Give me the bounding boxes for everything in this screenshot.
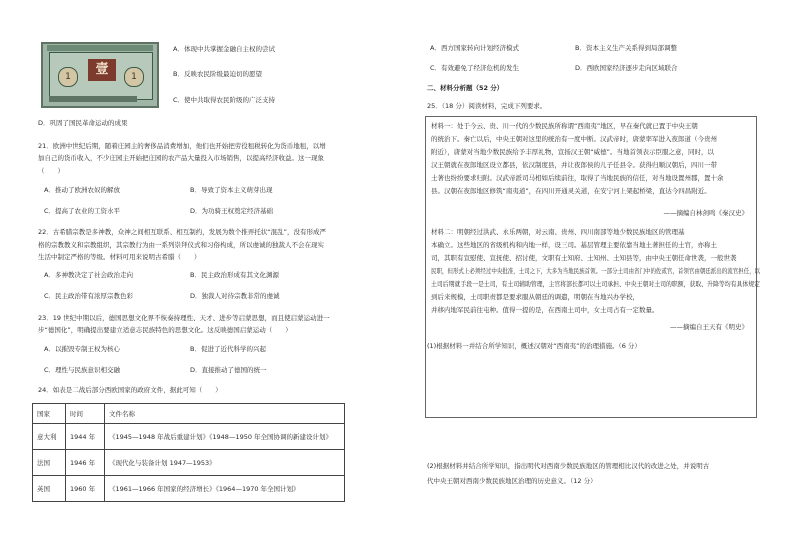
- q22-option-d: D．独裁人对待宗教非常的虔诚: [190, 292, 280, 300]
- q22-option-b: B．民主政治形成有其文化渊源: [190, 271, 279, 279]
- q25-part2-line2: 代中央王朝对西南少数民族地区治理的历史意义。（12 分）: [427, 477, 597, 485]
- q23-stem-line2: 步“德国化”，明确提出要建立适意志民族特色的思想文化。这反映德国启蒙运动（ ）: [38, 326, 292, 334]
- q22-option-c: C．民主政治带有浓厚宗教色彩: [44, 292, 134, 300]
- q20-option-b: B．反映农民阶级最迫切的愿望: [173, 70, 262, 78]
- q21-stem-line1: 21．欧洲中世纪后期，随着庄园主的奢侈品消费增加，他们也开始把劳役租税转化为货币地租，以增: [38, 142, 326, 150]
- table-row: [33, 476, 345, 502]
- q21-option-a: A．推动了欧洲农奴的解放: [44, 186, 120, 194]
- table-row: [33, 450, 345, 476]
- banknote-inner-frame: [49, 52, 153, 100]
- banknote-left-seal: 1: [58, 67, 78, 87]
- q24-option-b: B．资本主义生产关系得到局部调整: [575, 44, 677, 52]
- material1-line: 材料一：处于今云、贵、川一代的少数民族所称谓“西南夷”地区，早在秦代就已置于中央王朝: [431, 122, 698, 130]
- q25-part2-line1: (2)根据材料并结合所学知识，指出明代对西南少数民族地区的管理相比汉代的改进之处，并说明古: [427, 462, 710, 470]
- section-heading: 二、材料分析题（52 分）: [427, 84, 504, 92]
- q24-option-d: D．西欧国家经济逐步走向区域联合: [575, 64, 678, 72]
- material2-line: 本确立。这些地区的省级机构和内地一样，设三司。基层管理主要依靠当地土著担任的土官，亦称土: [431, 241, 717, 249]
- q21-option-c: C．提高了农业的工资水平: [44, 207, 121, 215]
- q21-stem-line2: 加自己的货币收入，不少庄园主开始把庄园的农产品大量投入市场销售，以提高经济收益。这一现象: [38, 154, 324, 162]
- material2-line: 并移内地军民前往屯种。值得一提的是，在西南土司中，女土司占有一定数量。: [431, 306, 659, 314]
- table-cell: 1946 年: [66, 450, 105, 476]
- material1-line: 的统治下。秦亡以后，中央王朝对这里的统治有一度中断。汉武帝时，唐蒙率军进入夜郎道（今贵州: [431, 135, 717, 143]
- table-cell: 意大利: [33, 424, 66, 450]
- banknote-center-character: 壹: [88, 59, 116, 81]
- table-cell: 1944 年: [66, 424, 105, 450]
- table-header-cell: 文件名称: [105, 404, 345, 424]
- material1-source: ——摘编自林剑鸣《秦汉史》: [663, 209, 748, 217]
- table-cell: 《1961—1966 年国家的经济增长》《1964—1970 年全国计划》: [105, 476, 345, 502]
- table-header-cell: 时间: [66, 404, 105, 424]
- table-header-cell: 国家: [33, 404, 66, 424]
- q24-option-a: A．西方国家转向计划经济模式: [430, 44, 519, 52]
- q22-option-a: A．多神教决定了社会政治走向: [44, 271, 133, 279]
- q24-stem: 24．如表是二战后部分西欧国家的政府文件，据此可知（ ）: [38, 386, 222, 394]
- table-cell: 英国: [33, 476, 66, 502]
- table-cell: 法国: [33, 450, 66, 476]
- banknote-bottom-strip: [49, 96, 137, 102]
- material1-line: 土著也纷纷要求归附。汉武帝派司马相如后续前往，取得了当地民族的信任，对当地设置州郡，置十余: [431, 174, 724, 182]
- material2-line: 民职，但形式上必须经过中央批准，土司之下，大多为当地民族首领。一部分土司由省门中的佐贰官，首领官由朝廷派出的流官担任，以: [431, 267, 761, 275]
- q22-stem-line1: 22．古希腊宗教是多神教，众神之间相互联系、相互制约，发展为数个推弄托状“混乱”，没有形成严: [38, 228, 327, 236]
- material2-line: 司，其职有宣慰使、宣抚使、招讨使，文职有土知府、土知州、土知县等，由中央王朝任命世袭，一般世袭: [431, 254, 737, 262]
- q25-intro: 25．（18 分）阅读材料，完成下列要求。: [427, 102, 547, 110]
- banknote-image: [41, 42, 159, 108]
- material1-line: 附近），唐蒙对当地少数民族给予丰厚礼物，宣扬汉王朝“威德”。当地首领表示臣服之意，同时，以: [431, 148, 714, 156]
- material1-line: 汉王朝就在夜郎地区设立都县，依汉制度县，并让夜郎侯的儿子任县令。获得归顺汉朝后，四川一带: [431, 161, 717, 169]
- q20-option-c: C．使中共取得农民阶级的广泛支持: [173, 96, 276, 104]
- q23-stem-line1: 23．19 世纪中期以后，德国思想文化界不恢奏持理性、天才、进步等启蒙思想，而且使启蒙运动进一: [38, 314, 330, 322]
- q21-option-b: B．导致了资本主义萌芽出现: [190, 186, 273, 194]
- material2-source: ——摘编自王天有《明史》: [670, 323, 748, 331]
- q23-option-b: B．促进了近代科学的兴起: [190, 345, 266, 353]
- q22-stem-line3: 生活中制定严格的等级。材料可用来说明古希腊（ ）: [38, 253, 201, 261]
- material1-line: 县。汉朝在夜郎地区修筑“南夷道”，在四川开通灵关道，在安宁河上架起桥梁，直达今四昌附近。: [431, 187, 711, 195]
- q24-option-c: C．有效避免了经济危机的发生: [430, 64, 520, 72]
- q23-option-c: C．理性与民族意识相交融: [44, 366, 121, 374]
- q23-option-a: A．以摧毁专制王权为核心: [44, 345, 120, 353]
- table-row: [33, 424, 345, 450]
- banknote-top-bar: [47, 45, 153, 51]
- material2-line: 到后来规模，土司职责都是要求服从朝廷的调遣，明朝在当地兴办学校，: [431, 293, 639, 301]
- table-cell: 《现代化与装备计划 1947—1953》: [105, 450, 345, 476]
- banknote-right-seal: 1: [124, 67, 144, 87]
- table-header-row: [33, 404, 345, 424]
- table-cell: 《1945—1948 年战后重建计划》《1948—1950 年全国协调的新建设计划》: [105, 424, 345, 450]
- q23-option-d: D．直接推动了德国的统一: [190, 366, 267, 374]
- q24-documents-table: [32, 403, 345, 502]
- q25-part1: (1)根据材料一并结合所学知识，概述汉朝对“西南夷”的治理措施。（6 分）: [427, 342, 641, 350]
- q22-stem-line2: 格的宗教教义和宗教组织，其宗教行为由一系列崇拜仪式和习俗构成，所以虔诚的独裁人不会在现实: [38, 241, 324, 249]
- material2-line: 土司后期就手段一是土司，有土司辅助管理，主官将部长都可以土司承担、中央王朝对土司的职额，获取、升降等均有具体规定: [431, 280, 761, 288]
- material2-line: 材料二：明朝经过洪武、永乐两朝，对云南、贵州、四川南部等地少数民族地区的管理基: [431, 228, 685, 236]
- q21-option-d: D．为功骑王权奠定经济基础: [190, 207, 274, 215]
- q20-option-d: D．巩固了国民革命运动的成果: [38, 119, 128, 127]
- table-cell: 1960 年: [66, 476, 105, 502]
- q21-stem-line3: （ ）: [38, 167, 64, 175]
- q20-option-a: A．体现中共掌握金融自主权的尝试: [173, 45, 275, 53]
